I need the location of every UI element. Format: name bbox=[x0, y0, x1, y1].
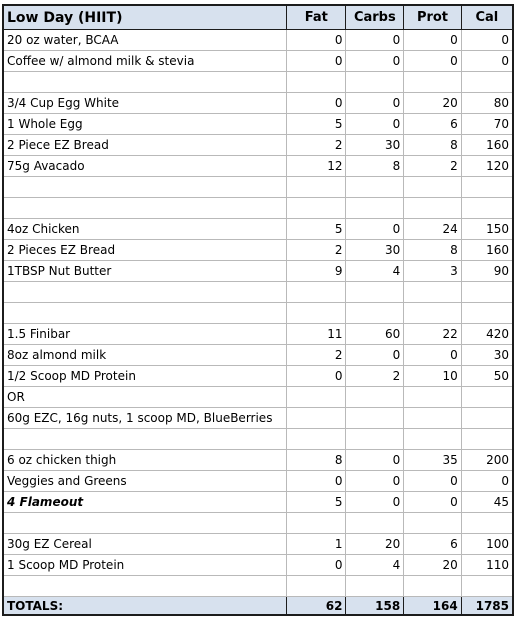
cell-fat bbox=[287, 282, 346, 303]
cell-fat: 0 bbox=[287, 51, 346, 72]
cell-carbs: 0 bbox=[346, 450, 404, 471]
cell-fat: 0 bbox=[287, 366, 346, 387]
col-header-cal: Cal bbox=[461, 5, 513, 30]
cell-fat bbox=[287, 387, 346, 408]
cell-fat: 2 bbox=[287, 240, 346, 261]
table-row bbox=[3, 303, 513, 324]
cell-fat bbox=[287, 576, 346, 597]
cell-fat: 5 bbox=[287, 492, 346, 513]
cell-carbs bbox=[346, 177, 404, 198]
cell-cal: 100 bbox=[461, 534, 513, 555]
cell-carbs: 0 bbox=[346, 471, 404, 492]
cell-carbs bbox=[346, 72, 404, 93]
cell-cal bbox=[461, 177, 513, 198]
cell-cal: 160 bbox=[461, 240, 513, 261]
cell-carbs: 0 bbox=[346, 114, 404, 135]
cell-name: 2 Pieces EZ Bread bbox=[3, 240, 287, 261]
cell-name bbox=[3, 429, 287, 450]
cell-name: 4oz Chicken bbox=[3, 219, 287, 240]
table-row bbox=[3, 387, 513, 408]
cell-carbs: 20 bbox=[346, 534, 404, 555]
cell-carbs: 0 bbox=[346, 51, 404, 72]
table-row bbox=[3, 429, 513, 450]
totals-cal: 1785 bbox=[461, 597, 513, 616]
cell-fat: 2 bbox=[287, 135, 346, 156]
col-header-fat: Fat bbox=[287, 5, 346, 30]
cell-cal: 420 bbox=[461, 324, 513, 345]
table-row bbox=[3, 450, 513, 471]
cell-name bbox=[3, 303, 287, 324]
table-row bbox=[3, 219, 513, 240]
cell-prot: 2 bbox=[404, 156, 462, 177]
cell-prot: 8 bbox=[404, 240, 462, 261]
cell-fat bbox=[287, 198, 346, 219]
table-row bbox=[3, 492, 513, 513]
cell-carbs: 30 bbox=[346, 135, 404, 156]
cell-fat: 5 bbox=[287, 219, 346, 240]
cell-prot bbox=[404, 282, 462, 303]
cell-name: 3/4 Cup Egg White bbox=[3, 93, 287, 114]
cell-carbs bbox=[346, 576, 404, 597]
cell-prot bbox=[404, 198, 462, 219]
macro-table bbox=[2, 4, 514, 616]
cell-carbs bbox=[346, 429, 404, 450]
cell-fat bbox=[287, 408, 346, 429]
cell-name: 1/2 Scoop MD Protein bbox=[3, 366, 287, 387]
cell-prot bbox=[404, 408, 462, 429]
table-row bbox=[3, 72, 513, 93]
cell-carbs: 0 bbox=[346, 219, 404, 240]
cell-cal bbox=[461, 72, 513, 93]
cell-carbs bbox=[346, 408, 404, 429]
cell-carbs: 0 bbox=[346, 345, 404, 366]
table-row bbox=[3, 471, 513, 492]
cell-prot: 0 bbox=[404, 30, 462, 51]
cell-name: 2 Piece EZ Bread bbox=[3, 135, 287, 156]
cell-prot: 6 bbox=[404, 114, 462, 135]
table-row bbox=[3, 282, 513, 303]
table-row bbox=[3, 114, 513, 135]
cell-name: 30g EZ Cereal bbox=[3, 534, 287, 555]
cell-cal: 30 bbox=[461, 345, 513, 366]
cell-cal bbox=[461, 198, 513, 219]
cell-prot: 0 bbox=[404, 51, 462, 72]
table-row bbox=[3, 135, 513, 156]
cell-name bbox=[3, 513, 287, 534]
cell-name: 1 Whole Egg bbox=[3, 114, 287, 135]
table-row bbox=[3, 240, 513, 261]
cell-prot: 3 bbox=[404, 261, 462, 282]
cell-carbs: 4 bbox=[346, 555, 404, 576]
cell-fat bbox=[287, 72, 346, 93]
cell-name: 6 oz chicken thigh bbox=[3, 450, 287, 471]
table-row bbox=[3, 51, 513, 72]
table-row bbox=[3, 555, 513, 576]
cell-name: Veggies and Greens bbox=[3, 471, 287, 492]
cell-carbs bbox=[346, 282, 404, 303]
cell-carbs: 0 bbox=[346, 492, 404, 513]
cell-prot: 6 bbox=[404, 534, 462, 555]
cell-name: 75g Avacado bbox=[3, 156, 287, 177]
cell-name: 1.5 Finibar bbox=[3, 324, 287, 345]
cell-name bbox=[3, 72, 287, 93]
cell-prot bbox=[404, 387, 462, 408]
header-row bbox=[3, 5, 513, 30]
cell-name bbox=[3, 576, 287, 597]
table-body bbox=[3, 30, 513, 597]
cell-carbs: 4 bbox=[346, 261, 404, 282]
cell-prot bbox=[404, 576, 462, 597]
cell-fat: 2 bbox=[287, 345, 346, 366]
cell-fat: 0 bbox=[287, 555, 346, 576]
cell-prot bbox=[404, 429, 462, 450]
cell-cal: 90 bbox=[461, 261, 513, 282]
table-row bbox=[3, 366, 513, 387]
cell-cal: 70 bbox=[461, 114, 513, 135]
totals-label: TOTALS: bbox=[3, 597, 287, 616]
cell-fat: 5 bbox=[287, 114, 346, 135]
cell-prot: 35 bbox=[404, 450, 462, 471]
table-row bbox=[3, 513, 513, 534]
cell-prot: 24 bbox=[404, 219, 462, 240]
cell-name bbox=[3, 282, 287, 303]
table-row bbox=[3, 198, 513, 219]
cell-cal bbox=[461, 282, 513, 303]
cell-name: OR bbox=[3, 387, 287, 408]
cell-prot: 0 bbox=[404, 471, 462, 492]
cell-fat: 9 bbox=[287, 261, 346, 282]
cell-fat bbox=[287, 513, 346, 534]
totals-prot: 164 bbox=[404, 597, 462, 616]
cell-prot: 22 bbox=[404, 324, 462, 345]
cell-fat bbox=[287, 303, 346, 324]
cell-cal: 50 bbox=[461, 366, 513, 387]
cell-carbs bbox=[346, 387, 404, 408]
cell-carbs bbox=[346, 513, 404, 534]
cell-prot bbox=[404, 513, 462, 534]
cell-cal bbox=[461, 576, 513, 597]
cell-name: 1TBSP Nut Butter bbox=[3, 261, 287, 282]
cell-cal: 0 bbox=[461, 51, 513, 72]
cell-carbs: 0 bbox=[346, 30, 404, 51]
cell-prot: 0 bbox=[404, 345, 462, 366]
cell-name bbox=[3, 177, 287, 198]
col-header-prot: Prot bbox=[404, 5, 462, 30]
cell-fat: 12 bbox=[287, 156, 346, 177]
cell-cal bbox=[461, 429, 513, 450]
cell-name: 20 oz water, BCAA bbox=[3, 30, 287, 51]
cell-name: 8oz almond milk bbox=[3, 345, 287, 366]
table-row bbox=[3, 156, 513, 177]
cell-fat: 8 bbox=[287, 450, 346, 471]
cell-carbs: 0 bbox=[346, 93, 404, 114]
cell-cal: 200 bbox=[461, 450, 513, 471]
totals-fat: 62 bbox=[287, 597, 346, 616]
cell-name: 4 Flameout bbox=[3, 492, 287, 513]
table-row bbox=[3, 576, 513, 597]
cell-cal bbox=[461, 513, 513, 534]
cell-cal: 0 bbox=[461, 30, 513, 51]
table-row bbox=[3, 30, 513, 51]
cell-cal bbox=[461, 303, 513, 324]
cell-name: 60g EZC, 16g nuts, 1 scoop MD, BlueBerries bbox=[3, 408, 287, 429]
cell-prot bbox=[404, 72, 462, 93]
cell-carbs bbox=[346, 198, 404, 219]
cell-prot: 0 bbox=[404, 492, 462, 513]
cell-cal: 120 bbox=[461, 156, 513, 177]
cell-fat: 0 bbox=[287, 93, 346, 114]
table-row bbox=[3, 177, 513, 198]
cell-prot: 10 bbox=[404, 366, 462, 387]
cell-carbs: 8 bbox=[346, 156, 404, 177]
table-row bbox=[3, 261, 513, 282]
sheet-title: Low Day (HIIT) bbox=[3, 5, 287, 30]
cell-cal: 110 bbox=[461, 555, 513, 576]
cell-fat: 0 bbox=[287, 471, 346, 492]
cell-fat: 1 bbox=[287, 534, 346, 555]
cell-fat bbox=[287, 177, 346, 198]
cell-name: 1 Scoop MD Protein bbox=[3, 555, 287, 576]
cell-prot: 20 bbox=[404, 93, 462, 114]
cell-cal: 150 bbox=[461, 219, 513, 240]
cell-fat: 0 bbox=[287, 30, 346, 51]
cell-carbs: 2 bbox=[346, 366, 404, 387]
table-row bbox=[3, 324, 513, 345]
cell-cal: 80 bbox=[461, 93, 513, 114]
cell-carbs: 30 bbox=[346, 240, 404, 261]
cell-cal: 160 bbox=[461, 135, 513, 156]
cell-fat bbox=[287, 429, 346, 450]
cell-prot: 20 bbox=[404, 555, 462, 576]
cell-carbs: 60 bbox=[346, 324, 404, 345]
cell-cal bbox=[461, 387, 513, 408]
cell-cal: 45 bbox=[461, 492, 513, 513]
totals-row bbox=[3, 597, 513, 616]
cell-prot bbox=[404, 303, 462, 324]
cell-prot bbox=[404, 177, 462, 198]
cell-name: Coffee w/ almond milk & stevia bbox=[3, 51, 287, 72]
cell-cal: 0 bbox=[461, 471, 513, 492]
table-row bbox=[3, 345, 513, 366]
table-row bbox=[3, 93, 513, 114]
cell-carbs bbox=[346, 303, 404, 324]
table-row bbox=[3, 408, 513, 429]
col-header-carbs: Carbs bbox=[346, 5, 404, 30]
cell-name bbox=[3, 198, 287, 219]
table-row bbox=[3, 534, 513, 555]
cell-fat: 11 bbox=[287, 324, 346, 345]
cell-prot: 8 bbox=[404, 135, 462, 156]
cell-cal bbox=[461, 408, 513, 429]
totals-carbs: 158 bbox=[346, 597, 404, 616]
